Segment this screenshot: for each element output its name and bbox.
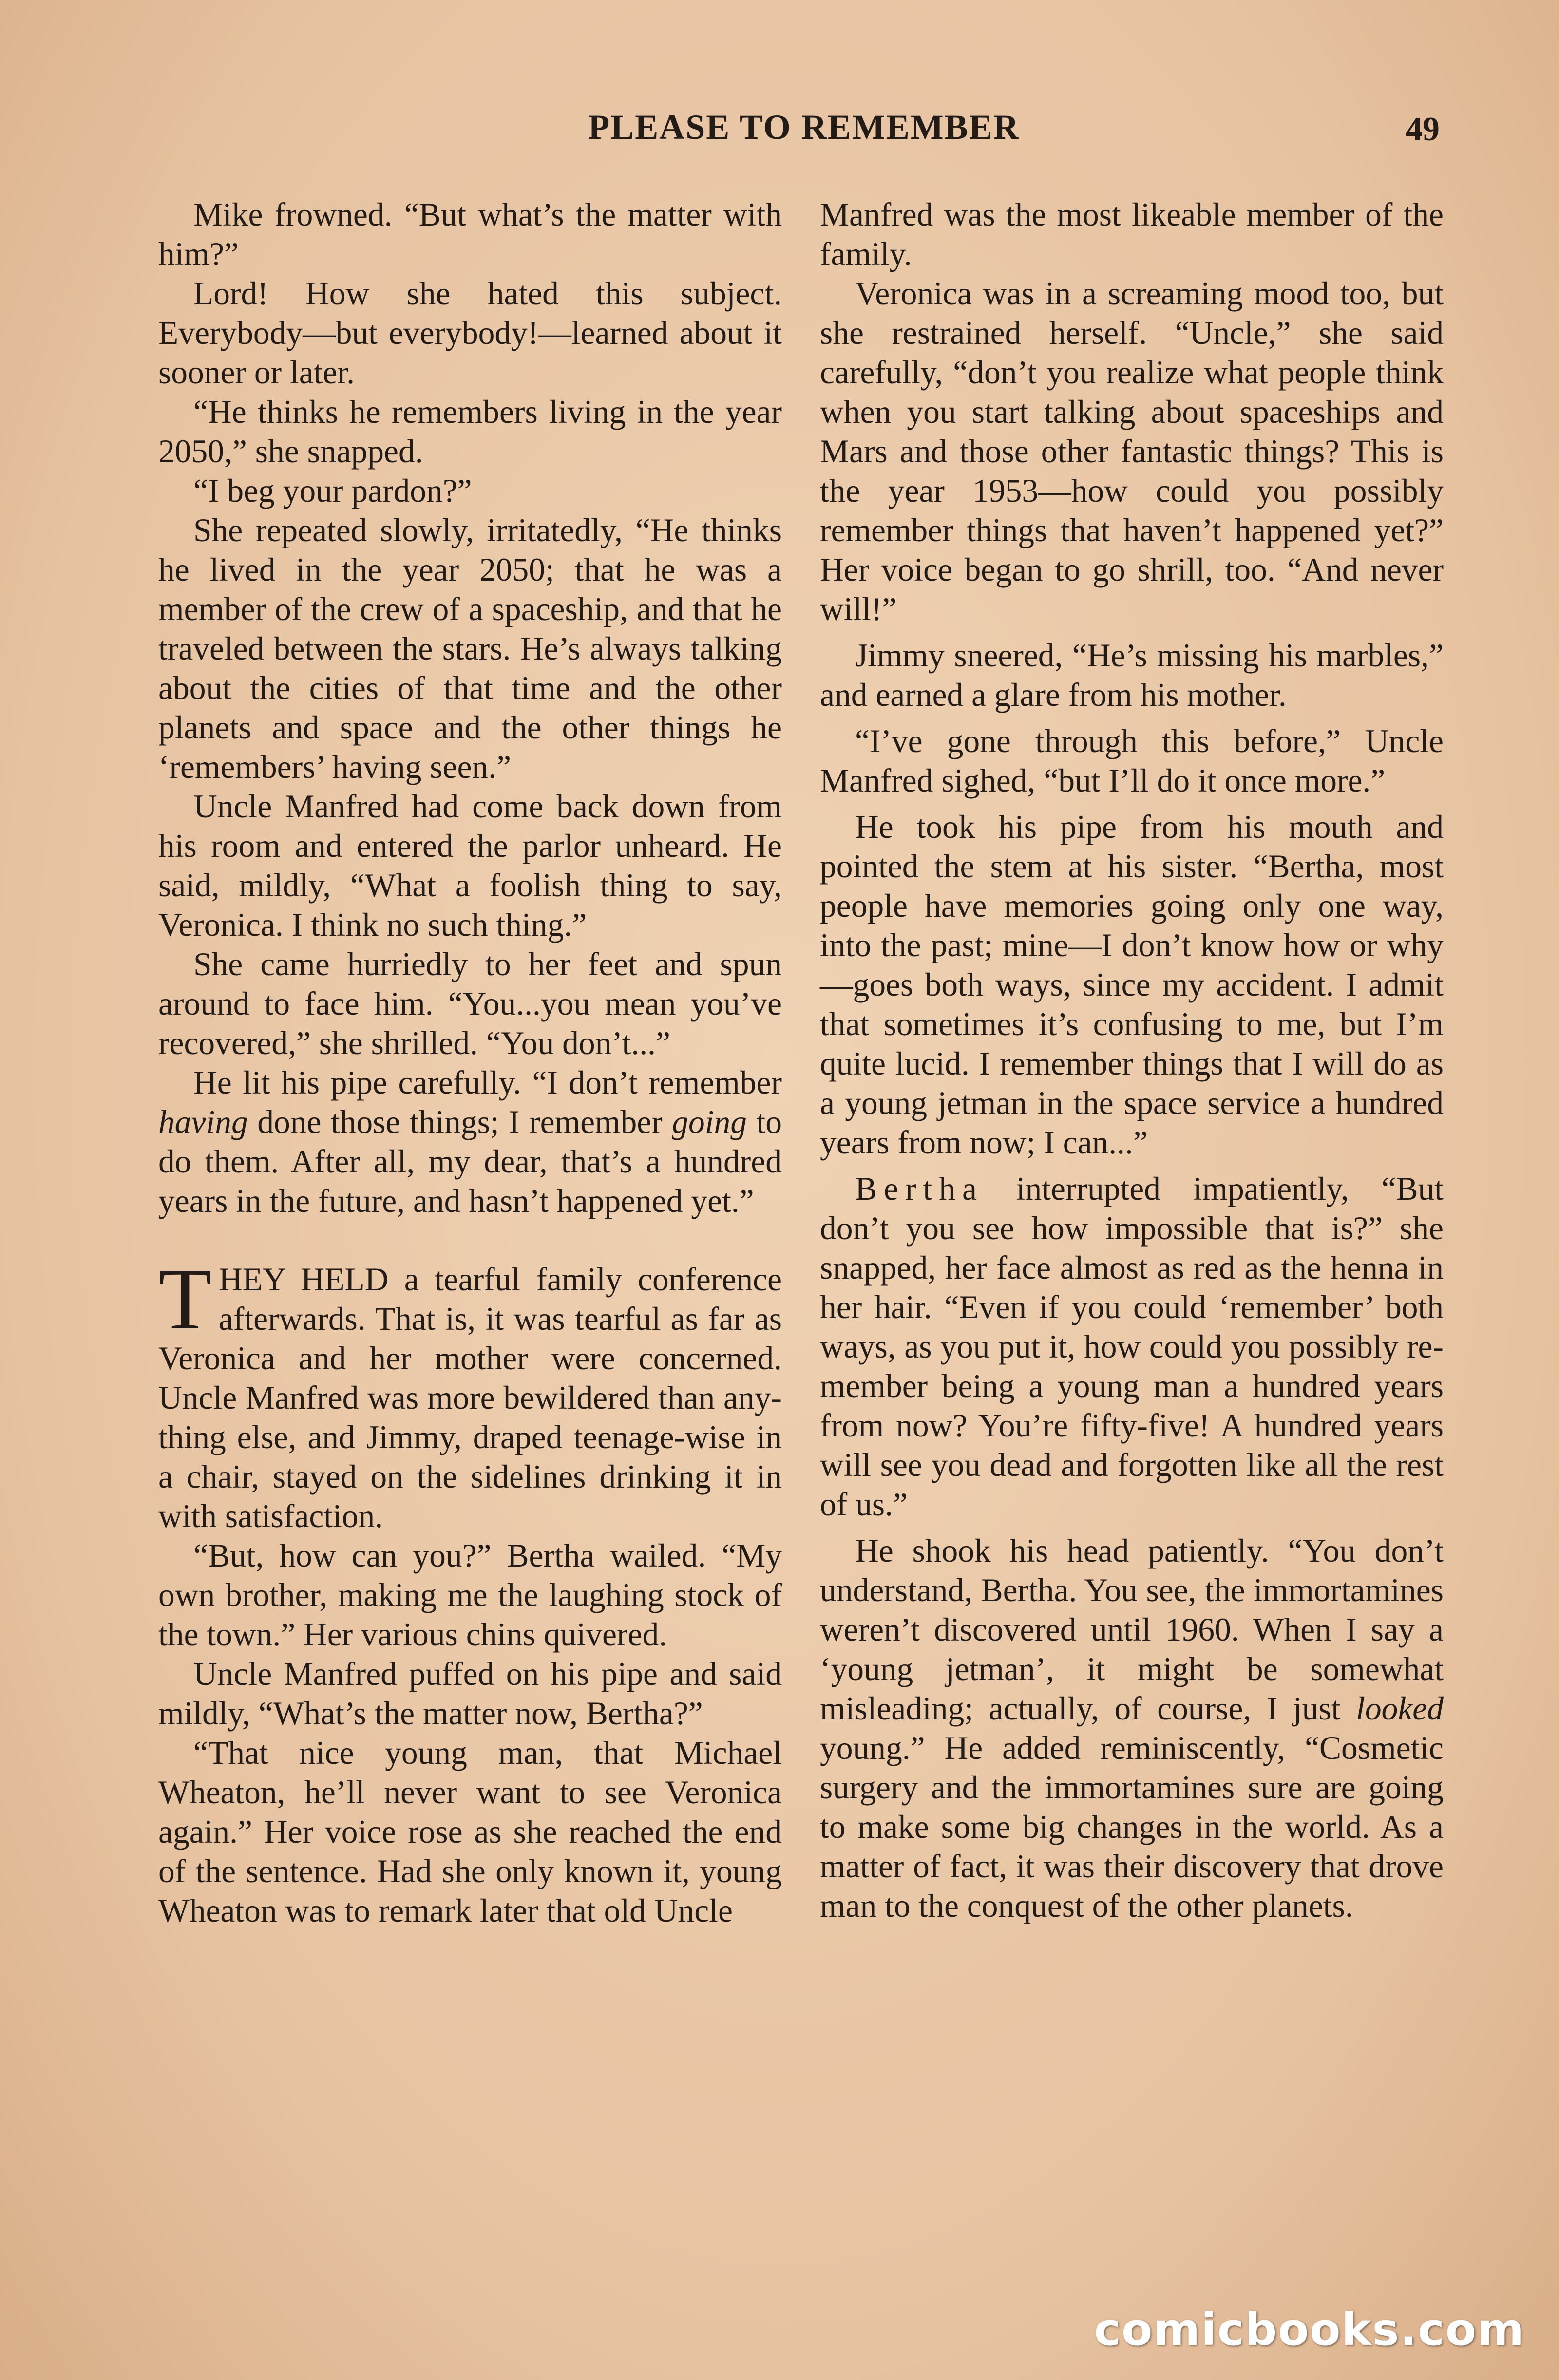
drop-cap: T xyxy=(158,1250,212,1347)
right-text-column xyxy=(820,195,1444,1926)
paragraph: Veronica was in a screaming mood too, but she restrained herself. “Uncle,” she said carefully, “don’t you realize what people think when you start talking about spaceships and Mars and those other fantastic things? This is the year 1953—how could you possibly remember things that haven’t happened yet?” Her voice began to go shrill, too. “And never will!” xyxy=(820,275,1444,627)
paragraph: Manfred was the most likeable member of the family. xyxy=(820,196,1444,272)
paragraph: He took his pipe from his mouth and pointed the stem at his sister. “Bertha, most people have memories going only one way, into the past; mine—I don’t know how or why—goes both ways, since my accident. I admit that sometimes it’s confusing to me, but I’m quite lucid. I remember things that I will do as a young jetman in the space service a hundred years from now; I can...” xyxy=(820,809,1444,1161)
watermark-logo: comicbooks.com xyxy=(1094,2304,1525,2356)
paragraph: He shook his head patiently. “You don’t understand, Bertha. You see, the immortamines weren’t discovered until 1960. When I say a ‘young jetman’, it might be somewhat misleading; actually, of course, I just looked young.” He added reminiscently, “Cosmetic surgery and the immortamines sure are going to make some big changes in the world. As a matter of fact, it was their discovery that drove man to the conquest of the other planets. xyxy=(820,1532,1444,1924)
paragraph: Bertha interrupted impatiently, “But don’t you see how impossible that is?” she snapped, her face almost as red as the henna in her hair. “Even if you could ‘remember’ both ways, as you put it, how could you possibly remember being a young man a hundred years from now? You’re fifty-five! A hundred years will see you dead and forgotten like all the rest of us.” xyxy=(820,1171,1444,1523)
left-text-column xyxy=(158,195,782,1930)
paragraph: Uncle Manfred puffed on his pipe and said mildly, “What’s the matter now, Bertha?” xyxy=(158,1656,782,1732)
paragraph: She repeated slowly, irritatedly, “He thinks he lived in the year 2050; that he was a member of the crew of a spaceship, and that he traveled between the stars. He’s always talking about the cities of that time and the other planets and space and the other things he ‘remembers’ having seen.” xyxy=(158,512,782,785)
running-header: PLEASE TO REMEMBER xyxy=(588,108,1020,147)
page-number: 49 xyxy=(1406,111,1440,148)
paragraph: She came hurriedly to her feet and spun around to face him. “You...you mean you’ve recovered,” she shrilled. “You don’t...” xyxy=(158,946,782,1061)
paragraph: “That nice young man, that Michael Wheaton, he’ll never want to see Veronica again.” Her voice rose as she reached the end of the sentence. Had she only known it, young Wheaton was to remark later that old Uncle xyxy=(158,1735,782,1929)
paragraph: Uncle Manfred had come back down from his room and entered the parlor unheard. He said, mildly, “What a foolish thing to say, Veronica. I think no such thing.” xyxy=(158,788,782,943)
paragraph: “He thinks he remembers living in the year 2050,” she snapped. xyxy=(158,394,782,470)
section-paragraph: THEY HELD a tearful family conference afterwards. That is, it was tearful as far as Veronica and her mother were concerned. Uncle Manfred was more bewildered than anything else, and Jimmy, draped teenage-wise in a chair, stayed on the sidelines drinking it in with satisfaction. xyxy=(158,1250,782,1534)
paragraph: Mike frowned. “But what’s the matter with him?” xyxy=(158,196,782,272)
paragraph: Jimmy sneered, “He’s missing his marbles,” and earned a glare from his mother. xyxy=(820,637,1444,713)
paragraph: He lit his pipe carefully. “I don’t remember having done those things; I remember going to do them. After all, my dear, that’s a hundred years in the future, and hasn’t happened yet.” xyxy=(158,1064,782,1219)
paragraph: “I beg your pardon?” xyxy=(193,472,472,509)
paragraph: Lord! How she hated this subject. Everybody—but everybody!—learned about it sooner or later. xyxy=(158,275,782,391)
paragraph: “But, how can you?” Bertha wailed. “My own brother, making me the laughing stock of the town.” Her various chins quivered. xyxy=(158,1537,782,1653)
paragraph: “I’ve gone through this before,” Uncle Manfred sighed, “but I’ll do it once more.” xyxy=(820,723,1444,799)
